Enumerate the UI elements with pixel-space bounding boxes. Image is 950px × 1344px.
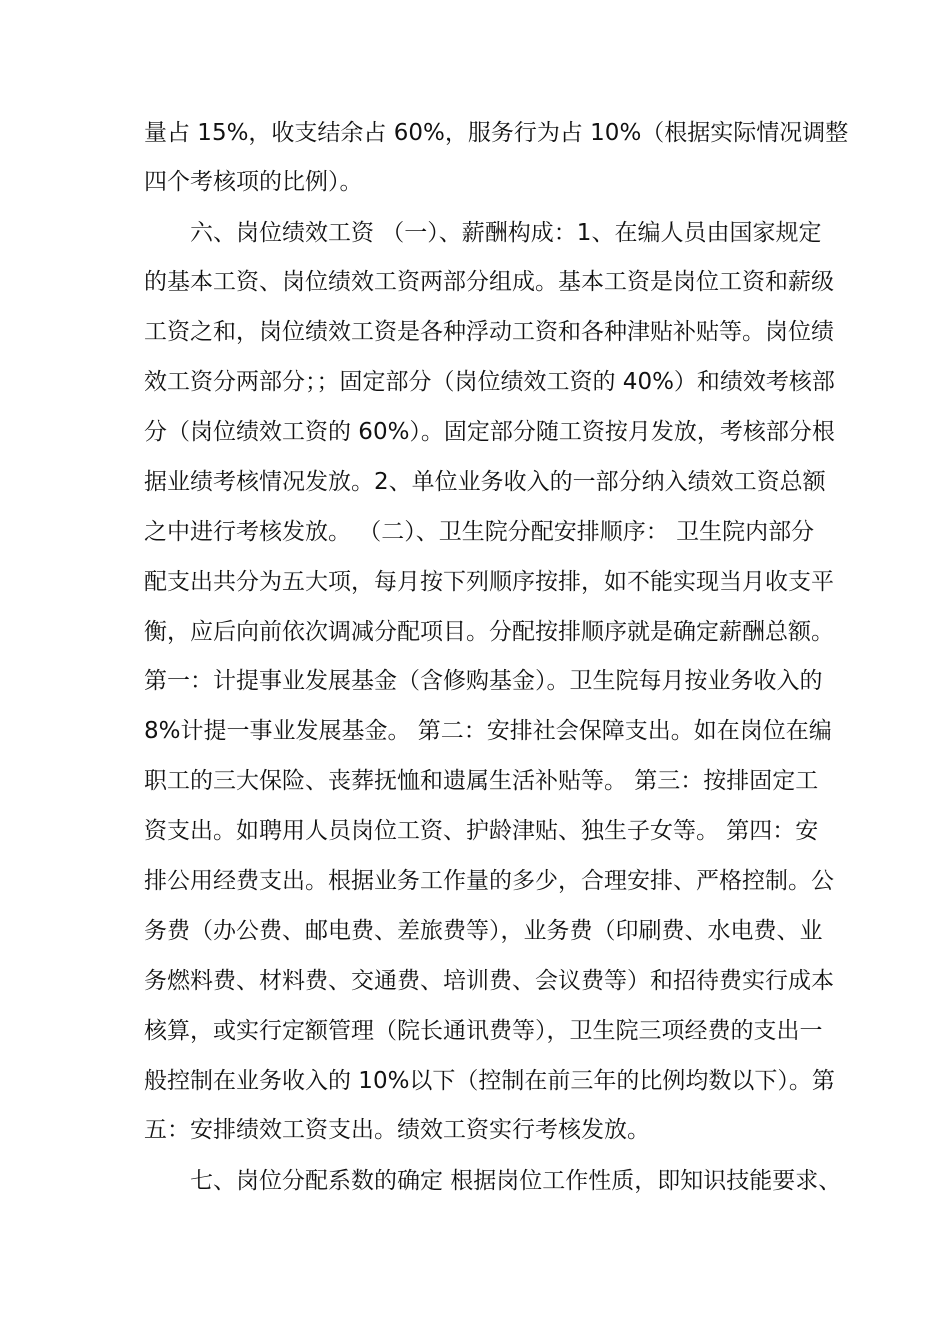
text-line: 之中进行考核发放。 （二）、卫生院分配安排顺序： 卫生院内部分 xyxy=(144,519,815,545)
text-line: 工资之和，岗位绩效工资是各种浮动工资和各种津贴补贴等。岗位绩 xyxy=(144,319,834,345)
text-line: 量占 15%，收支结余占 60%，服务行为占 10%（根据实际情况调整 xyxy=(144,120,849,146)
text-line: 的基本工资、岗位绩效工资两部分组成。基本工资是岗位工资和薪级 xyxy=(144,269,834,295)
paragraph-heading-line: 六、岗位绩效工资 （一）、薪酬构成：1、在编人员由国家规定 xyxy=(190,220,822,246)
text-line: 核算，或实行定额管理（院长通讯费等），卫生院三项经费的支出一 xyxy=(144,1018,823,1044)
text-line: 排公用经费支出。根据业务工作量的多少，合理安排、严格控制。公 xyxy=(144,868,834,894)
paragraph-heading-line: 七、岗位分配系数的确定 根据岗位工作性质，即知识技能要求、 xyxy=(190,1168,842,1194)
text-line: 职工的三大保险、丧葬抚恤和遗属生活补贴等。 第三：按排固定工 xyxy=(144,768,819,794)
text-line: 务燃料费、材料费、交通费、培训费、会议费等）和招待费实行成本 xyxy=(144,968,834,994)
text-line: 据业绩考核情况发放。2、单位业务收入的一部分纳入绩效工资总额 xyxy=(144,469,826,495)
text-line: 衡，应后向前依次调减分配项目。分配按排顺序就是确定薪酬总额。 xyxy=(144,619,834,645)
text-line: 资支出。如聘用人员岗位工资、护龄津贴、独生子女等。 第四：安 xyxy=(144,818,819,844)
text-line: 般控制在业务收入的 10%以下（控制在前三年的比例均数以下）。第 xyxy=(144,1068,835,1094)
text-line: 效工资分两部分；；固定部分（岗位绩效工资的 40%）和绩效考核部 xyxy=(144,369,835,395)
text-line: 务费（办公费、邮电费、差旅费等），业务费（印刷费、水电费、业 xyxy=(144,918,823,944)
text-line: 分（岗位绩效工资的 60%）。固定部分随工资按月发放，考核部分根 xyxy=(144,419,835,445)
text-line: 第一：计提事业发展基金（含修购基金）。卫生院每月按业务收入的 xyxy=(144,668,823,694)
text-line: 五：安排绩效工资支出。绩效工资实行考核发放。 xyxy=(144,1117,650,1143)
text-line: 四个考核项的比例）。 xyxy=(144,169,363,195)
text-line: 配支出共分为五大项，每月按下列顺序按排，如不能实现当月收支平 xyxy=(144,569,834,595)
text-line: 8%计提一事业发展基金。 第二：安排社会保障支出。如在岗位在编 xyxy=(144,718,832,744)
